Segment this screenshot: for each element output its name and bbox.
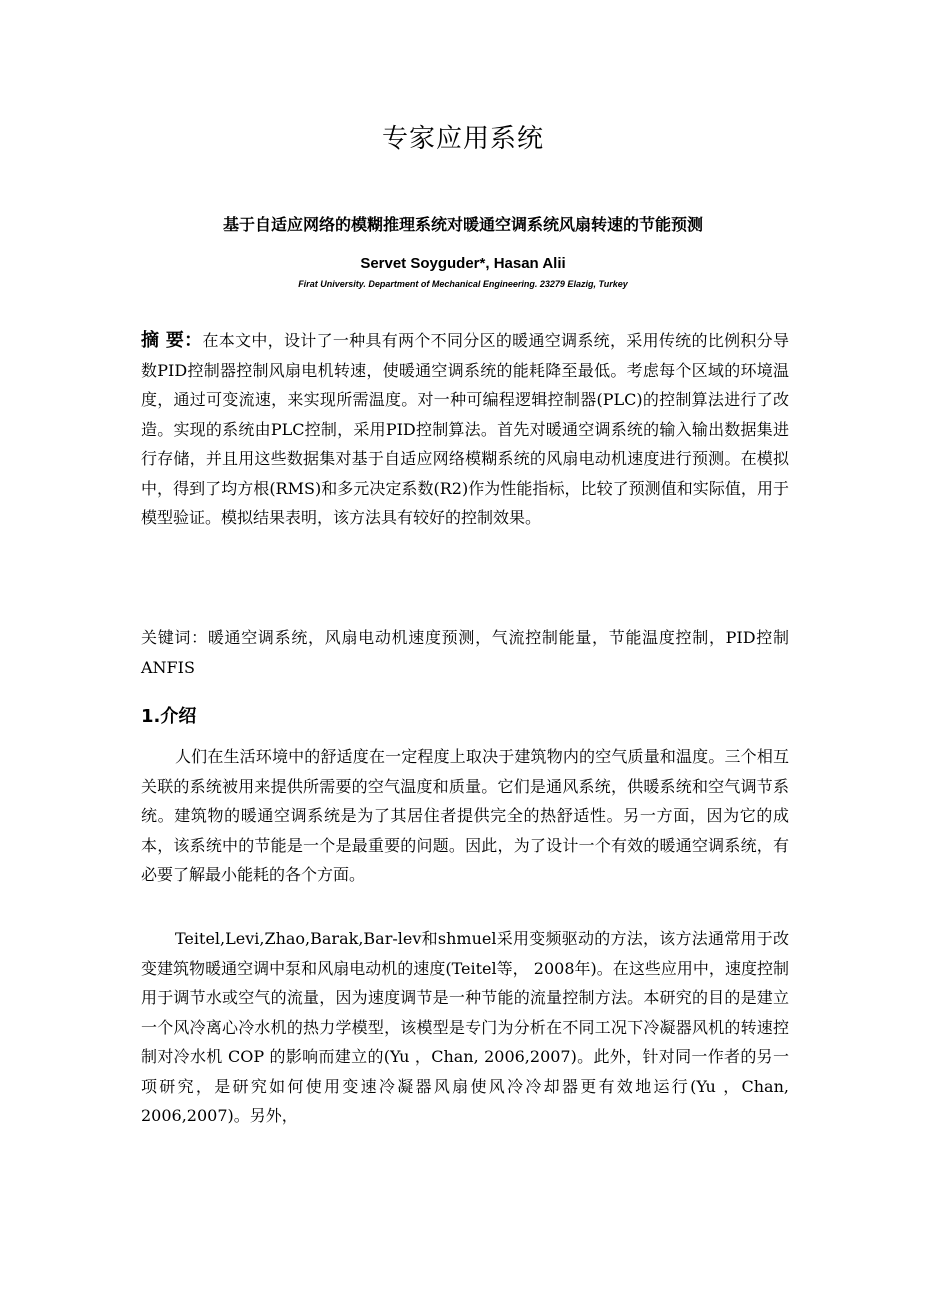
abstract [141, 326, 789, 533]
paper-title: 基于自适应网络的模糊推理系统对暖通空调系统风扇转速的节能预测 [222, 215, 703, 234]
journal-name: 专家应用系统 [381, 124, 544, 154]
keywords: 关键词：暖通空调系统，风扇电动机速度预测，气流控制能量，节能温度控制，PID控制ANFIS [141, 628, 789, 677]
author-list: Servet Soyguder*, Hasan Alii [360, 255, 566, 272]
author-affiliation: Firat University. Department of Mechanical Engineering. 23279 Elazig, Turkey [298, 279, 628, 289]
paragraph: Teitel,Levi,Zhao,Barak,Bar-lev和shmuel采用变频驱动的方法，该方法通常用于改变建筑物暖通空调中泵和风扇电动机的速度(Teitel等， 2008年)。在这些应用中，速度控制用于调节水或空气的流量，因为速度调节是一种节能的流量控制方法。本研究的目的是建立一个风冷离心冷水机的热力学模型，该模型是专门为分析在不同工况下冷凝器风机的转速控制对冷水机 COP 的影响而建立的(Yu ，Chan, 2006,2007)。此外，针对同一作者的另一项研究，是研究如何使用变速冷凝器风扇使风冷冷却器更有效地运行(Yu ，Chan, 2006,2007)。另外， [141, 929, 789, 1125]
abstract-label: 摘 要： [141, 330, 203, 351]
section-heading-introduction: 1.介绍 [141, 706, 197, 727]
abstract-text: 在本文中，设计了一种具有两个不同分区的暖通空调系统，采用传统的比例积分导数PID控制器控制风扇电机转速，使暖通空调系统的能耗降至最低。考虑每个区域的环境温度，通过可变流速，来实现所需温度。对一种可编程逻辑控制器(PLC)的控制算法进行了改造。实现的系统由PLC控制，采用PID控制算法。首先对暖通空调系统的输入输出数据集进行存储，并且用这些数据集对基于自适应网络模糊系统的风扇电动机速度进行预测。在模拟中，得到了均方根(RMS)和多元决定系数(R2)作为性能指标，比较了预测值和实际值，用于模型验证。模拟结果表明，该方法具有较好的控制效果。 [141, 331, 789, 527]
paragraph: 人们在生活环境中的舒适度在一定程度上取决于建筑物内的空气质量和温度。三个相互关联的系统被用来提供所需要的空气温度和质量。它们是通风系统，供暖系统和空气调节系统。建筑物的暖通空调系统是为了其居住者提供完全的热舒适性。另一方面，因为它的成本，该系统中的节能是一个是最重要的问题。因此，为了设计一个有效的暖通空调系统，有必要了解最小能耗的各个方面。 [141, 747, 789, 884]
